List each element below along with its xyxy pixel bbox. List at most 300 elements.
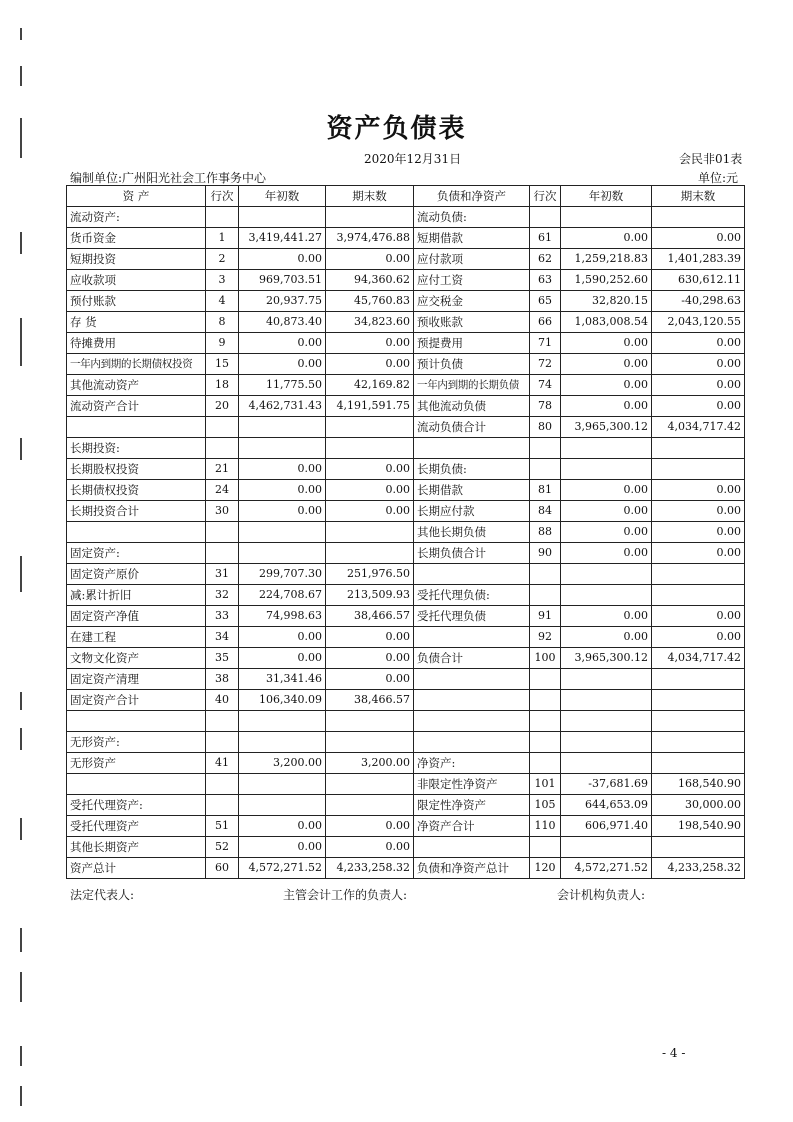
asset-begin: 0.00: [239, 459, 326, 480]
asset-end: 38,466.57: [326, 690, 414, 711]
liability-line: 61: [530, 228, 561, 249]
liability-end: -40,298.63: [652, 291, 745, 312]
liability-begin: [561, 459, 652, 480]
liability-name: [414, 732, 530, 753]
asset-end: [326, 774, 414, 795]
table-row: [67, 270, 745, 291]
liability-line: 72: [530, 354, 561, 375]
table-row: [67, 543, 745, 564]
binding-mark: [20, 728, 22, 750]
liability-begin: [561, 690, 652, 711]
asset-name: 固定资产原价: [67, 564, 206, 585]
form-code: 会民非01表: [679, 152, 743, 166]
asset-name: [67, 417, 206, 438]
liability-line: 66: [530, 312, 561, 333]
liability-begin: [561, 564, 652, 585]
liability-name: 预计负债: [414, 354, 530, 375]
asset-begin: [239, 774, 326, 795]
asset-end: [326, 417, 414, 438]
asset-line: 51: [206, 816, 239, 837]
table-row: [67, 333, 745, 354]
table-row: [67, 711, 745, 732]
asset-name: 其他流动资产: [67, 375, 206, 396]
asset-begin: [239, 795, 326, 816]
binding-mark: [20, 972, 22, 1002]
asset-end: [326, 207, 414, 228]
asset-begin: 0.00: [239, 333, 326, 354]
header-liabilities: 负债和净资产: [414, 186, 530, 207]
liability-begin: [561, 711, 652, 732]
liability-end: [652, 837, 745, 858]
liability-end: 198,540.90: [652, 816, 745, 837]
table-row: [67, 354, 745, 375]
asset-end: 0.00: [326, 249, 414, 270]
header-end-2: 期末数: [652, 186, 745, 207]
liability-line: [530, 837, 561, 858]
asset-end: 42,169.82: [326, 375, 414, 396]
asset-name: [67, 522, 206, 543]
liability-begin: -37,681.69: [561, 774, 652, 795]
liability-end: 0.00: [652, 333, 745, 354]
liability-end: 168,540.90: [652, 774, 745, 795]
asset-name: 无形资产: [67, 753, 206, 774]
binding-mark: [20, 318, 22, 366]
liability-name: [414, 438, 530, 459]
asset-begin: 0.00: [239, 816, 326, 837]
asset-name: 预付账款: [67, 291, 206, 312]
table-row: [67, 480, 745, 501]
liability-name: 应交税金: [414, 291, 530, 312]
asset-begin: [239, 438, 326, 459]
asset-begin: 0.00: [239, 837, 326, 858]
liability-name: 长期借款: [414, 480, 530, 501]
table-row: [67, 249, 745, 270]
asset-name: [67, 711, 206, 732]
asset-begin: 4,572,271.52: [239, 858, 326, 879]
asset-line: [206, 417, 239, 438]
asset-name: 长期债权投资: [67, 480, 206, 501]
liability-begin: [561, 753, 652, 774]
asset-end: [326, 711, 414, 732]
liability-name: 流动负债:: [414, 207, 530, 228]
liability-name: 净资产合计: [414, 816, 530, 837]
asset-line: 33: [206, 606, 239, 627]
asset-name: 存 货: [67, 312, 206, 333]
asset-name: 资产总计: [67, 858, 206, 879]
liability-end: 4,034,717.42: [652, 648, 745, 669]
table-row: [67, 501, 745, 522]
asset-line: 9: [206, 333, 239, 354]
asset-name: 无形资产:: [67, 732, 206, 753]
liability-end: [652, 207, 745, 228]
liability-end: 0.00: [652, 627, 745, 648]
asset-end: 0.00: [326, 627, 414, 648]
liability-begin: 0.00: [561, 354, 652, 375]
liability-name: 一年内到期的长期负债: [414, 375, 530, 396]
binding-mark: [20, 556, 22, 592]
liability-name: 负债合计: [414, 648, 530, 669]
asset-line: 34: [206, 627, 239, 648]
liability-name: 长期负债合计: [414, 543, 530, 564]
asset-line: [206, 774, 239, 795]
liability-begin: 0.00: [561, 627, 652, 648]
header-asset: 资 产: [67, 186, 206, 207]
asset-line: 15: [206, 354, 239, 375]
asset-end: [326, 732, 414, 753]
liability-begin: 3,965,300.12: [561, 417, 652, 438]
table-row: [67, 690, 745, 711]
liability-line: 63: [530, 270, 561, 291]
binding-mark: [20, 1086, 22, 1106]
asset-end: [326, 543, 414, 564]
liability-begin: 3,965,300.12: [561, 648, 652, 669]
liability-end: [652, 438, 745, 459]
asset-end: 38,466.57: [326, 606, 414, 627]
header-line-2: 行次: [530, 186, 561, 207]
liability-end: [652, 564, 745, 585]
liability-line: [530, 690, 561, 711]
asset-begin: 969,703.51: [239, 270, 326, 291]
liability-end: 2,043,120.55: [652, 312, 745, 333]
asset-end: 45,760.83: [326, 291, 414, 312]
liability-line: 81: [530, 480, 561, 501]
table-row: [67, 627, 745, 648]
liability-end: 630,612.11: [652, 270, 745, 291]
liability-end: 0.00: [652, 375, 745, 396]
liability-begin: [561, 585, 652, 606]
table-row: [67, 291, 745, 312]
asset-begin: 4,462,731.43: [239, 396, 326, 417]
liability-begin: [561, 438, 652, 459]
table-row: [67, 585, 745, 606]
asset-end: 3,974,476.88: [326, 228, 414, 249]
liability-end: 1,401,283.39: [652, 249, 745, 270]
asset-end: [326, 795, 414, 816]
table-row: [67, 396, 745, 417]
header-end: 期末数: [326, 186, 414, 207]
table-row: [67, 207, 745, 228]
liability-end: [652, 753, 745, 774]
asset-line: [206, 732, 239, 753]
asset-end: 0.00: [326, 459, 414, 480]
asset-end: 4,233,258.32: [326, 858, 414, 879]
asset-end: 4,191,591.75: [326, 396, 414, 417]
liability-line: [530, 732, 561, 753]
liability-line: [530, 711, 561, 732]
asset-name: 固定资产清理: [67, 669, 206, 690]
binding-mark: [20, 28, 22, 40]
table-row: [67, 375, 745, 396]
binding-mark: [20, 692, 22, 710]
liability-name: 其他流动负债: [414, 396, 530, 417]
liability-name: 非限定性净资产: [414, 774, 530, 795]
asset-line: 8: [206, 312, 239, 333]
asset-begin: 3,200.00: [239, 753, 326, 774]
asset-begin: 0.00: [239, 480, 326, 501]
asset-line: 35: [206, 648, 239, 669]
asset-begin: [239, 522, 326, 543]
asset-begin: 40,873.40: [239, 312, 326, 333]
report-date: 2020年12月31日: [364, 152, 462, 166]
binding-mark: [20, 928, 22, 952]
header-line: 行次: [206, 186, 239, 207]
asset-name: 固定资产合计: [67, 690, 206, 711]
liability-line: 110: [530, 816, 561, 837]
liability-begin: 0.00: [561, 396, 652, 417]
liability-name: 其他长期负债: [414, 522, 530, 543]
liability-end: 4,034,717.42: [652, 417, 745, 438]
liability-end: 4,233,258.32: [652, 858, 745, 879]
asset-end: 3,200.00: [326, 753, 414, 774]
liability-begin: 0.00: [561, 375, 652, 396]
table-row: [67, 732, 745, 753]
liability-begin: 1,259,218.83: [561, 249, 652, 270]
table-row: [67, 837, 745, 858]
liability-name: [414, 669, 530, 690]
table-row: [67, 795, 745, 816]
binding-mark: [20, 438, 22, 460]
liability-end: [652, 459, 745, 480]
liability-name: 受托代理负债: [414, 606, 530, 627]
asset-begin: 74,998.63: [239, 606, 326, 627]
liability-line: 65: [530, 291, 561, 312]
asset-begin: [239, 732, 326, 753]
liability-end: 0.00: [652, 480, 745, 501]
asset-end: 0.00: [326, 354, 414, 375]
organization: 编制单位:广州阳光社会工作事务中心: [70, 171, 267, 185]
liability-end: 0.00: [652, 522, 745, 543]
header-begin-2: 年初数: [561, 186, 652, 207]
asset-end: 34,823.60: [326, 312, 414, 333]
asset-line: 31: [206, 564, 239, 585]
liability-begin: [561, 207, 652, 228]
header-row: [67, 186, 745, 207]
asset-line: 30: [206, 501, 239, 522]
liability-name: 长期应付款: [414, 501, 530, 522]
asset-name: 长期投资:: [67, 438, 206, 459]
asset-line: [206, 207, 239, 228]
table-row: [67, 606, 745, 627]
liability-begin: 32,820.15: [561, 291, 652, 312]
liability-end: 0.00: [652, 396, 745, 417]
liability-end: [652, 690, 745, 711]
asset-end: [326, 522, 414, 543]
asset-line: 40: [206, 690, 239, 711]
liability-begin: 0.00: [561, 522, 652, 543]
asset-end: 0.00: [326, 480, 414, 501]
asset-name: 货币资金: [67, 228, 206, 249]
liability-begin: 606,971.40: [561, 816, 652, 837]
liability-begin: 4,572,271.52: [561, 858, 652, 879]
asset-line: 18: [206, 375, 239, 396]
table-row: [67, 669, 745, 690]
liability-name: 长期负债:: [414, 459, 530, 480]
liability-line: 120: [530, 858, 561, 879]
asset-begin: 31,341.46: [239, 669, 326, 690]
liability-line: 105: [530, 795, 561, 816]
liability-name: 预提费用: [414, 333, 530, 354]
legal-representative-label: 法定代表人:: [70, 888, 135, 902]
asset-line: 3: [206, 270, 239, 291]
liability-begin: [561, 732, 652, 753]
asset-end: 213,509.93: [326, 585, 414, 606]
liability-line: 90: [530, 543, 561, 564]
asset-line: 32: [206, 585, 239, 606]
asset-name: 受托代理资产: [67, 816, 206, 837]
table-row: [67, 522, 745, 543]
asset-name: 在建工程: [67, 627, 206, 648]
asset-begin: [239, 417, 326, 438]
liability-line: 88: [530, 522, 561, 543]
liability-begin: 0.00: [561, 228, 652, 249]
liability-name: [414, 564, 530, 585]
asset-name: 流动资产合计: [67, 396, 206, 417]
asset-name: 一年内到期的长期债权投资: [67, 354, 206, 375]
asset-line: 21: [206, 459, 239, 480]
liability-line: 80: [530, 417, 561, 438]
header-begin: 年初数: [239, 186, 326, 207]
asset-line: 60: [206, 858, 239, 879]
liability-name: [414, 711, 530, 732]
liability-name: 净资产:: [414, 753, 530, 774]
table-row: [67, 753, 745, 774]
liability-line: [530, 669, 561, 690]
liability-name: 短期借款: [414, 228, 530, 249]
table-row: [67, 417, 745, 438]
asset-end: 251,976.50: [326, 564, 414, 585]
liability-line: [530, 438, 561, 459]
page-number: - 4 -: [662, 1046, 686, 1060]
liability-end: 0.00: [652, 543, 745, 564]
binding-mark: [20, 1046, 22, 1066]
liability-end: 30,000.00: [652, 795, 745, 816]
asset-name: 其他长期资产: [67, 837, 206, 858]
asset-name: 待摊费用: [67, 333, 206, 354]
liability-begin: 0.00: [561, 501, 652, 522]
liability-end: 0.00: [652, 354, 745, 375]
asset-line: 20: [206, 396, 239, 417]
liability-name: [414, 837, 530, 858]
table-row: [67, 816, 745, 837]
liability-begin: [561, 837, 652, 858]
asset-begin: 20,937.75: [239, 291, 326, 312]
asset-name: 减:累计折旧: [67, 585, 206, 606]
balance-sheet-table: [66, 185, 745, 879]
liability-line: 84: [530, 501, 561, 522]
liability-begin: 644,653.09: [561, 795, 652, 816]
asset-line: 4: [206, 291, 239, 312]
liability-begin: 1,590,252.60: [561, 270, 652, 291]
asset-name: 固定资产:: [67, 543, 206, 564]
liability-name: [414, 627, 530, 648]
asset-name: 长期股权投资: [67, 459, 206, 480]
asset-line: [206, 543, 239, 564]
asset-line: [206, 711, 239, 732]
asset-begin: 0.00: [239, 501, 326, 522]
liability-end: [652, 669, 745, 690]
asset-begin: 0.00: [239, 627, 326, 648]
liability-name: 限定性净资产: [414, 795, 530, 816]
asset-begin: 299,707.30: [239, 564, 326, 585]
page-title: 资产负债表: [326, 114, 467, 144]
liability-begin: 0.00: [561, 543, 652, 564]
currency-unit: 单位:元: [698, 171, 739, 185]
asset-name: 受托代理资产:: [67, 795, 206, 816]
asset-end: 0.00: [326, 648, 414, 669]
asset-line: [206, 438, 239, 459]
liability-name: 受托代理负债:: [414, 585, 530, 606]
asset-end: 0.00: [326, 816, 414, 837]
asset-line: 1: [206, 228, 239, 249]
asset-end: 0.00: [326, 501, 414, 522]
asset-end: 0.00: [326, 669, 414, 690]
asset-begin: 224,708.67: [239, 585, 326, 606]
asset-line: 38: [206, 669, 239, 690]
liability-line: 71: [530, 333, 561, 354]
asset-begin: 0.00: [239, 648, 326, 669]
asset-name: [67, 774, 206, 795]
liability-line: 62: [530, 249, 561, 270]
asset-name: 固定资产净值: [67, 606, 206, 627]
asset-line: [206, 795, 239, 816]
liability-line: 101: [530, 774, 561, 795]
liability-end: [652, 585, 745, 606]
asset-end: 0.00: [326, 333, 414, 354]
binding-mark: [20, 66, 22, 86]
asset-line: 41: [206, 753, 239, 774]
liability-end: 0.00: [652, 606, 745, 627]
asset-name: 流动资产:: [67, 207, 206, 228]
asset-begin: 11,775.50: [239, 375, 326, 396]
asset-name: 文物文化资产: [67, 648, 206, 669]
table-row: [67, 858, 745, 879]
accounting-head-label: 主管会计工作的负责人:: [283, 888, 408, 902]
liability-line: [530, 564, 561, 585]
asset-name: 应收款项: [67, 270, 206, 291]
liability-end: 0.00: [652, 228, 745, 249]
liability-begin: [561, 669, 652, 690]
asset-line: 24: [206, 480, 239, 501]
liability-begin: 1,083,008.54: [561, 312, 652, 333]
asset-end: 94,360.62: [326, 270, 414, 291]
asset-name: 长期投资合计: [67, 501, 206, 522]
liability-line: 74: [530, 375, 561, 396]
liability-line: [530, 207, 561, 228]
liability-name: 应付款项: [414, 249, 530, 270]
table-row: [67, 564, 745, 585]
asset-line: [206, 522, 239, 543]
liability-begin: 0.00: [561, 333, 652, 354]
table-row: [67, 648, 745, 669]
liability-line: [530, 585, 561, 606]
agency-head-label: 会计机构负责人:: [557, 888, 646, 902]
table-row: [67, 774, 745, 795]
liability-name: 预收账款: [414, 312, 530, 333]
liability-end: [652, 732, 745, 753]
liability-name: 负债和净资产总计: [414, 858, 530, 879]
asset-begin: [239, 543, 326, 564]
liability-begin: 0.00: [561, 606, 652, 627]
table-row: [67, 459, 745, 480]
liability-name: 应付工资: [414, 270, 530, 291]
liability-end: 0.00: [652, 501, 745, 522]
liability-line: [530, 459, 561, 480]
liability-line: [530, 753, 561, 774]
asset-end: 0.00: [326, 837, 414, 858]
asset-name: 短期投资: [67, 249, 206, 270]
asset-begin: [239, 207, 326, 228]
asset-line: 2: [206, 249, 239, 270]
